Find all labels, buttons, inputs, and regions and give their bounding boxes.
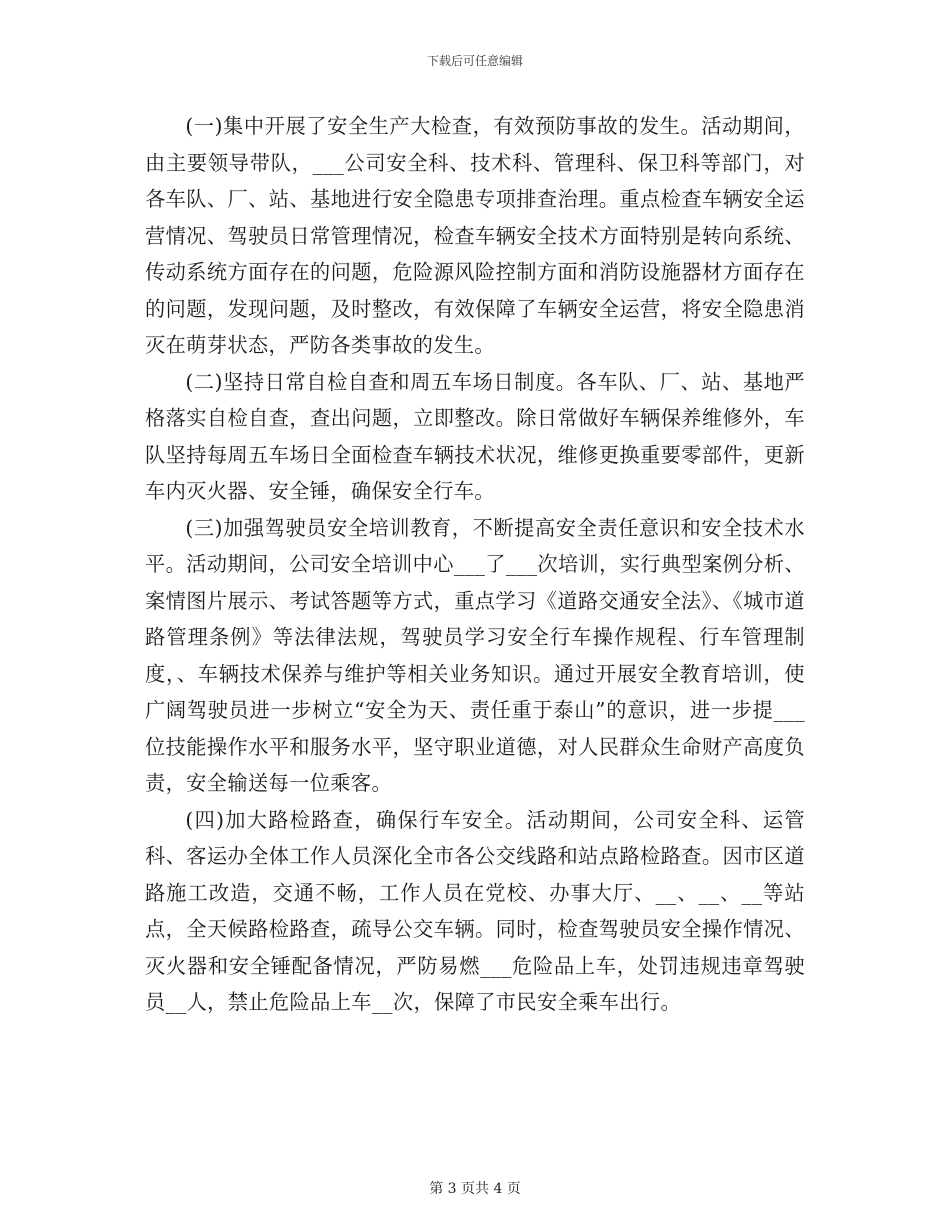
- paragraph-3: (三)加强驾驶员安全培训教育，不断提高安全责任意识和安全技术水平。活动期间，公司安全培训中心___了___次培训，实行典型案例分析、案情图片展示、考试答题等方式，重点学习《道路交通安全法》、《城市道路管理条例》等法律法规，驾驶员学习安全行车操作规程、行车管理制度，、车辆技术保养与维护等相关业务知识。通过开展安全教育培训，使广阔驾驶员进一步树立“安全为天、责任重于泰山”的意识，进一步提___位技能操作水平和服务水平，坚守职业道德，对人民群众生命财产高度负责，安全输送每一位乘客。: [145, 515, 806, 795]
- paragraph-2: (二)坚持日常自检自查和周五车场日制度。各车队、厂、站、基地严格落实自检自查，查出问题，立即整改。除日常做好车辆保养维修外，车队坚持每周五车场日全面检查车辆技术状况，维修更换重要零部件，更新车内灭火器、安全锤，确保安全行车。: [145, 369, 805, 503]
- page-header: 下载后可任意编辑: [426, 54, 523, 68]
- paragraph-1: (一)集中开展了安全生产大检查，有效预防事故的发生。活动期间，由主要领导带队，___公司安全科、技术科、管理科、保卫科等部门，对各车队、厂、站、基地进行安全隐患专项排查治理。重点检查车辆安全运营情况、驾驶员日常管理情况，检查车辆安全技术方面特别是转向系统、传动系统方面存在的问题，危险源风险控制方面和消防设施器材方面存在的问题，发现问题，及时整改，有效保障了车辆安全运营，将安全隐患消灭在萌芽状态，严防各类事故的发生。: [145, 114, 805, 357]
- document-body: [145, 108, 805, 1021]
- paragraph-4: (四)加大路检路查，确保行车安全。活动期间，公司安全科、运管科、客运办全体工作人员深化全市各公交线路和站点路检路查。因市区道路施工改造，交通不畅，工作人员在党校、办事大厅、__、__、__等站点，全天候路检路查，疏导公交车辆。同时，检查驾驶员安全操作情况、灭火器和安全锤配备情况，严防易燃___危险品上车，处罚违规违章驾驶员__人，禁止危险品上车__次，保障了市民安全乘车出行。: [145, 807, 805, 1014]
- page-number-footer: 第 3 页共 4 页: [429, 1181, 521, 1197]
